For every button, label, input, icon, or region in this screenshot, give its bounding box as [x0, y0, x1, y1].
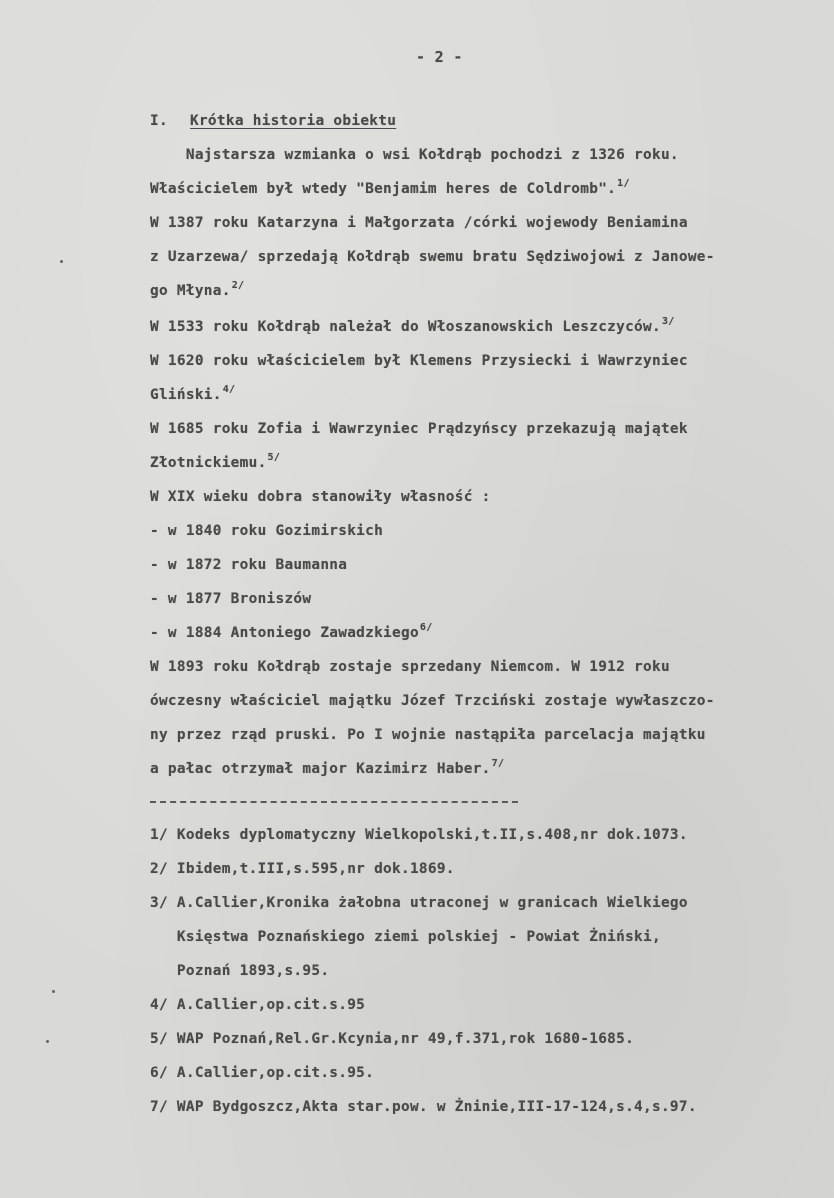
body-line-text: - w 1840 roku Gozimirskich — [150, 523, 384, 539]
body-line-text: W 1387 roku Katarzyna i Małgorzata /córki wojewody Beniamina — [150, 215, 688, 231]
body-line — [150, 146, 680, 164]
footnote-separator — [150, 801, 518, 803]
section-title: Krótka historia obiektu — [190, 113, 397, 129]
body-line-text: a pałac otrzymał major Kazimirz Haber. — [150, 761, 491, 777]
punch-mark — [60, 260, 63, 263]
body-line — [150, 624, 433, 642]
body-line-text: ny przez rząd pruski. Po I wojnie nastąpiła parcelacja majątku — [150, 727, 706, 743]
body-line-text: Gliński. — [150, 387, 222, 403]
footnote: 3/ A.Callier,Kronika żałobna utraconej w granicach Wielkiego — [150, 895, 688, 911]
footnote-reference: 1/ — [617, 178, 630, 189]
body-line — [150, 318, 675, 336]
body-line — [150, 454, 280, 472]
body-line-text: W 1893 roku Kołdrąb zostaje sprzedany Niemcom. W 1912 roku — [150, 659, 670, 675]
page-number: - 2 - — [416, 48, 463, 66]
footnote-reference: 3/ — [661, 316, 675, 327]
footnote-reference: 7/ — [491, 758, 505, 769]
body-line — [150, 352, 689, 370]
footnote-reference: 6/ — [419, 622, 433, 633]
punch-mark — [52, 990, 55, 993]
footnote-reference: 2/ — [231, 280, 245, 291]
body-line — [150, 214, 689, 232]
footnote: 1/ Kodeks dyplomatyczny Wielkopolski,t.II,s.408,nr dok.1073. — [150, 827, 688, 843]
body-line — [150, 180, 630, 198]
footnote: 4/ A.Callier,op.cit.s.95 — [150, 997, 366, 1013]
body-line-text: Właścicielem był wtedy "Benjamim heres de Coldromb". — [150, 181, 617, 197]
body-line-text: - w 1872 roku Baumanna — [150, 557, 348, 573]
body-line-text: ówczesny właściciel majątku Józef Trzciński zostaje wywłaszczo- — [150, 693, 715, 709]
body-line-text: - w 1877 Broniszów — [150, 591, 312, 607]
body-line-text: Najstarsza wzmianka o wsi Kołdrąb pochodzi z 1326 roku. — [150, 147, 679, 163]
body-line — [150, 488, 492, 506]
footnote-reference: 4/ — [222, 384, 236, 395]
body-line-text: Złotnickiemu. — [150, 455, 267, 471]
body-line-text: W 1685 roku Zofia i Wawrzyniec Prądzyńscy przekazują majątek — [150, 421, 688, 437]
footnote: 2/ Ibidem,t.III,s.595,nr dok.1869. — [150, 861, 455, 877]
footnote: Księstwa Poznańskiego ziemi polskiej - Powiat Żniński, — [150, 929, 661, 945]
body-line — [150, 692, 716, 710]
body-line — [150, 726, 707, 744]
body-line-text: - w 1884 Antoniego Zawadzkiego — [150, 625, 419, 641]
body-line — [150, 522, 384, 540]
footnote: 7/ WAP Bydgoszcz,Akta star.pow. w Żninie,III-17-124,s.4,s.97. — [150, 1099, 697, 1115]
body-line-text: z Uzarzewa/ sprzedają Kołdrąb swemu bratu Sędziwojowi z Janowe- — [150, 249, 715, 265]
punch-mark — [46, 1040, 49, 1043]
body-line — [150, 282, 244, 300]
footnote-reference: 5/ — [267, 452, 281, 463]
body-line — [150, 556, 348, 574]
section-number: I. — [150, 113, 168, 129]
body-line — [150, 420, 689, 438]
body-line — [150, 248, 716, 266]
body-line — [150, 760, 504, 778]
body-line-text: W XIX wieku dobra stanowiły własność : — [150, 489, 491, 505]
footnote: 6/ A.Callier,op.cit.s.95. — [150, 1065, 375, 1081]
body-line — [150, 386, 235, 404]
footnote: 5/ WAP Poznań,Rel.Gr.Kcynia,nr 49,f.371,rok 1680-1685. — [150, 1031, 635, 1047]
body-line — [150, 590, 312, 608]
footnote: Poznań 1893,s.95. — [150, 963, 330, 979]
body-line-text: W 1620 roku właścicielem był Klemens Przysiecki i Wawrzyniec — [150, 353, 688, 369]
body-line-text: W 1533 roku Kołdrąb należał do Włoszanowskich Leszczyców. — [150, 319, 661, 335]
body-line — [150, 658, 671, 676]
body-line-text: go Młyna. — [150, 283, 231, 299]
